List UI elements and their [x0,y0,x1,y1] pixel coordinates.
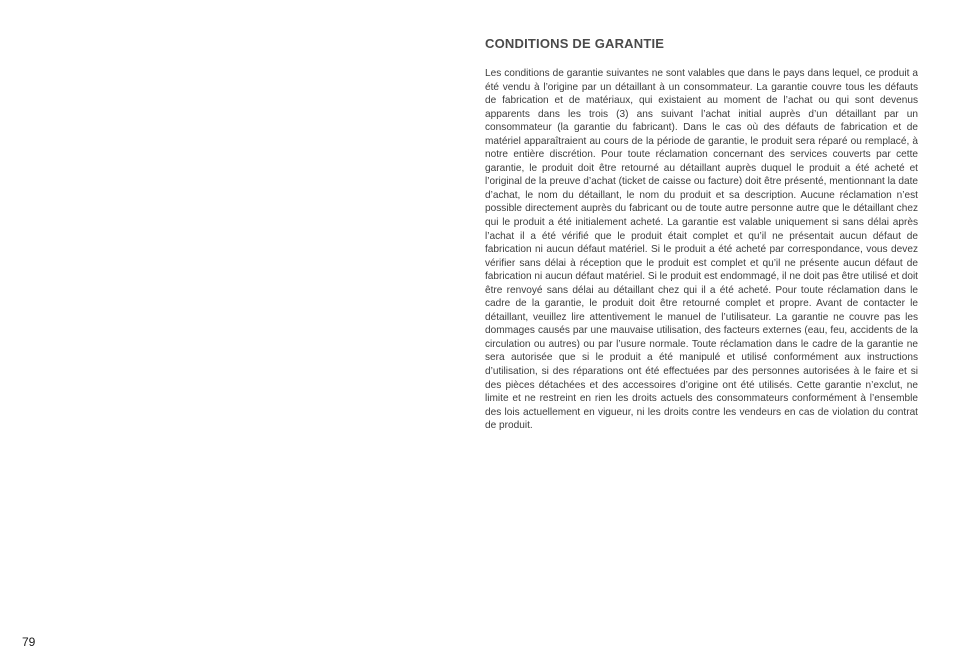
section-title: CONDITIONS DE GARANTIE [485,36,665,51]
warranty-section [485,36,918,433]
page-number: 79 [22,635,36,649]
warranty-body-text: Les conditions de garantie suivantes ne sont valables que dans le pays dans lequel, ce produit a été vendu à l’origine par un détaillant à un consommateur. La garantie couvre tous les défauts de fabrication et de matériaux, qui existaient au moment de l’achat ou qui sont devenus apparents dans les trois (3) ans suivant l’achat initial auprès d’un détaillant par un consommateur (la garantie du fabricant). Dans le cas où des défauts de fabrication et de matériel apparaîtraient au cours de la période de garantie, le produit sera réparé ou remplacé, à notre entière discrétion. Pour toute réclamation concernant des services couverts par cette garantie, le produit doit être retourné au détaillant auprès duquel le produit a été acheté et l’original de la preuve d’achat (ticket de caisse ou facture) doit être présenté, mentionnant la date d’achat, le nom du détaillant, le nom du produit et sa description. Aucune réclamation n’est possible directement auprès du fabricant ou de toute autre personne autre que le détaillant chez qui le produit a été initialement acheté. La garantie est valable uniquement si sans délai après l’achat il a été vérifié que le produit était complet et qu’il ne présentait aucun défaut de fabrication ni aucun défaut matériel. Si le produit a été acheté par correspondance, vous devez vérifier sans délai à réception que le produit est complet et qu’il ne présente aucun défaut de fabrication ni aucun défaut matériel. Si le produit est endommagé, il ne doit pas être utilisé et doit être renvoyé sans délai au détaillant chez qui il a été acheté. Pour toute réclamation dans le cadre de la garantie, le produit doit être retourné complet et propre. Avant de contacter le détaillant, veuillez lire attentivement le manuel de l’utilisateur. La garantie ne couvre pas les dommages causés par une mauvaise utilisation, des facteurs externes (eau, feu, accidents de la circulation ou autres) ou par l’usure normale. Toute réclamation dans le cadre de la garantie ne sera autorisée que si le produit a été manipulé et utilisé conformément aux instructions d’utilisation, si des réparations ont été effectuées par des personnes autorisées à le faire et si des pièces détachées et des accessoires d’origine ont été utilisés. Cette garantie n’exclut, ne limite et ne restreint en rien les droits actuels des consommateurs conformément à l’ensemble des lois actuellement en vigueur, ni les droits contre les vendeurs en cas de violation du contrat de produit. [485,68,918,432]
